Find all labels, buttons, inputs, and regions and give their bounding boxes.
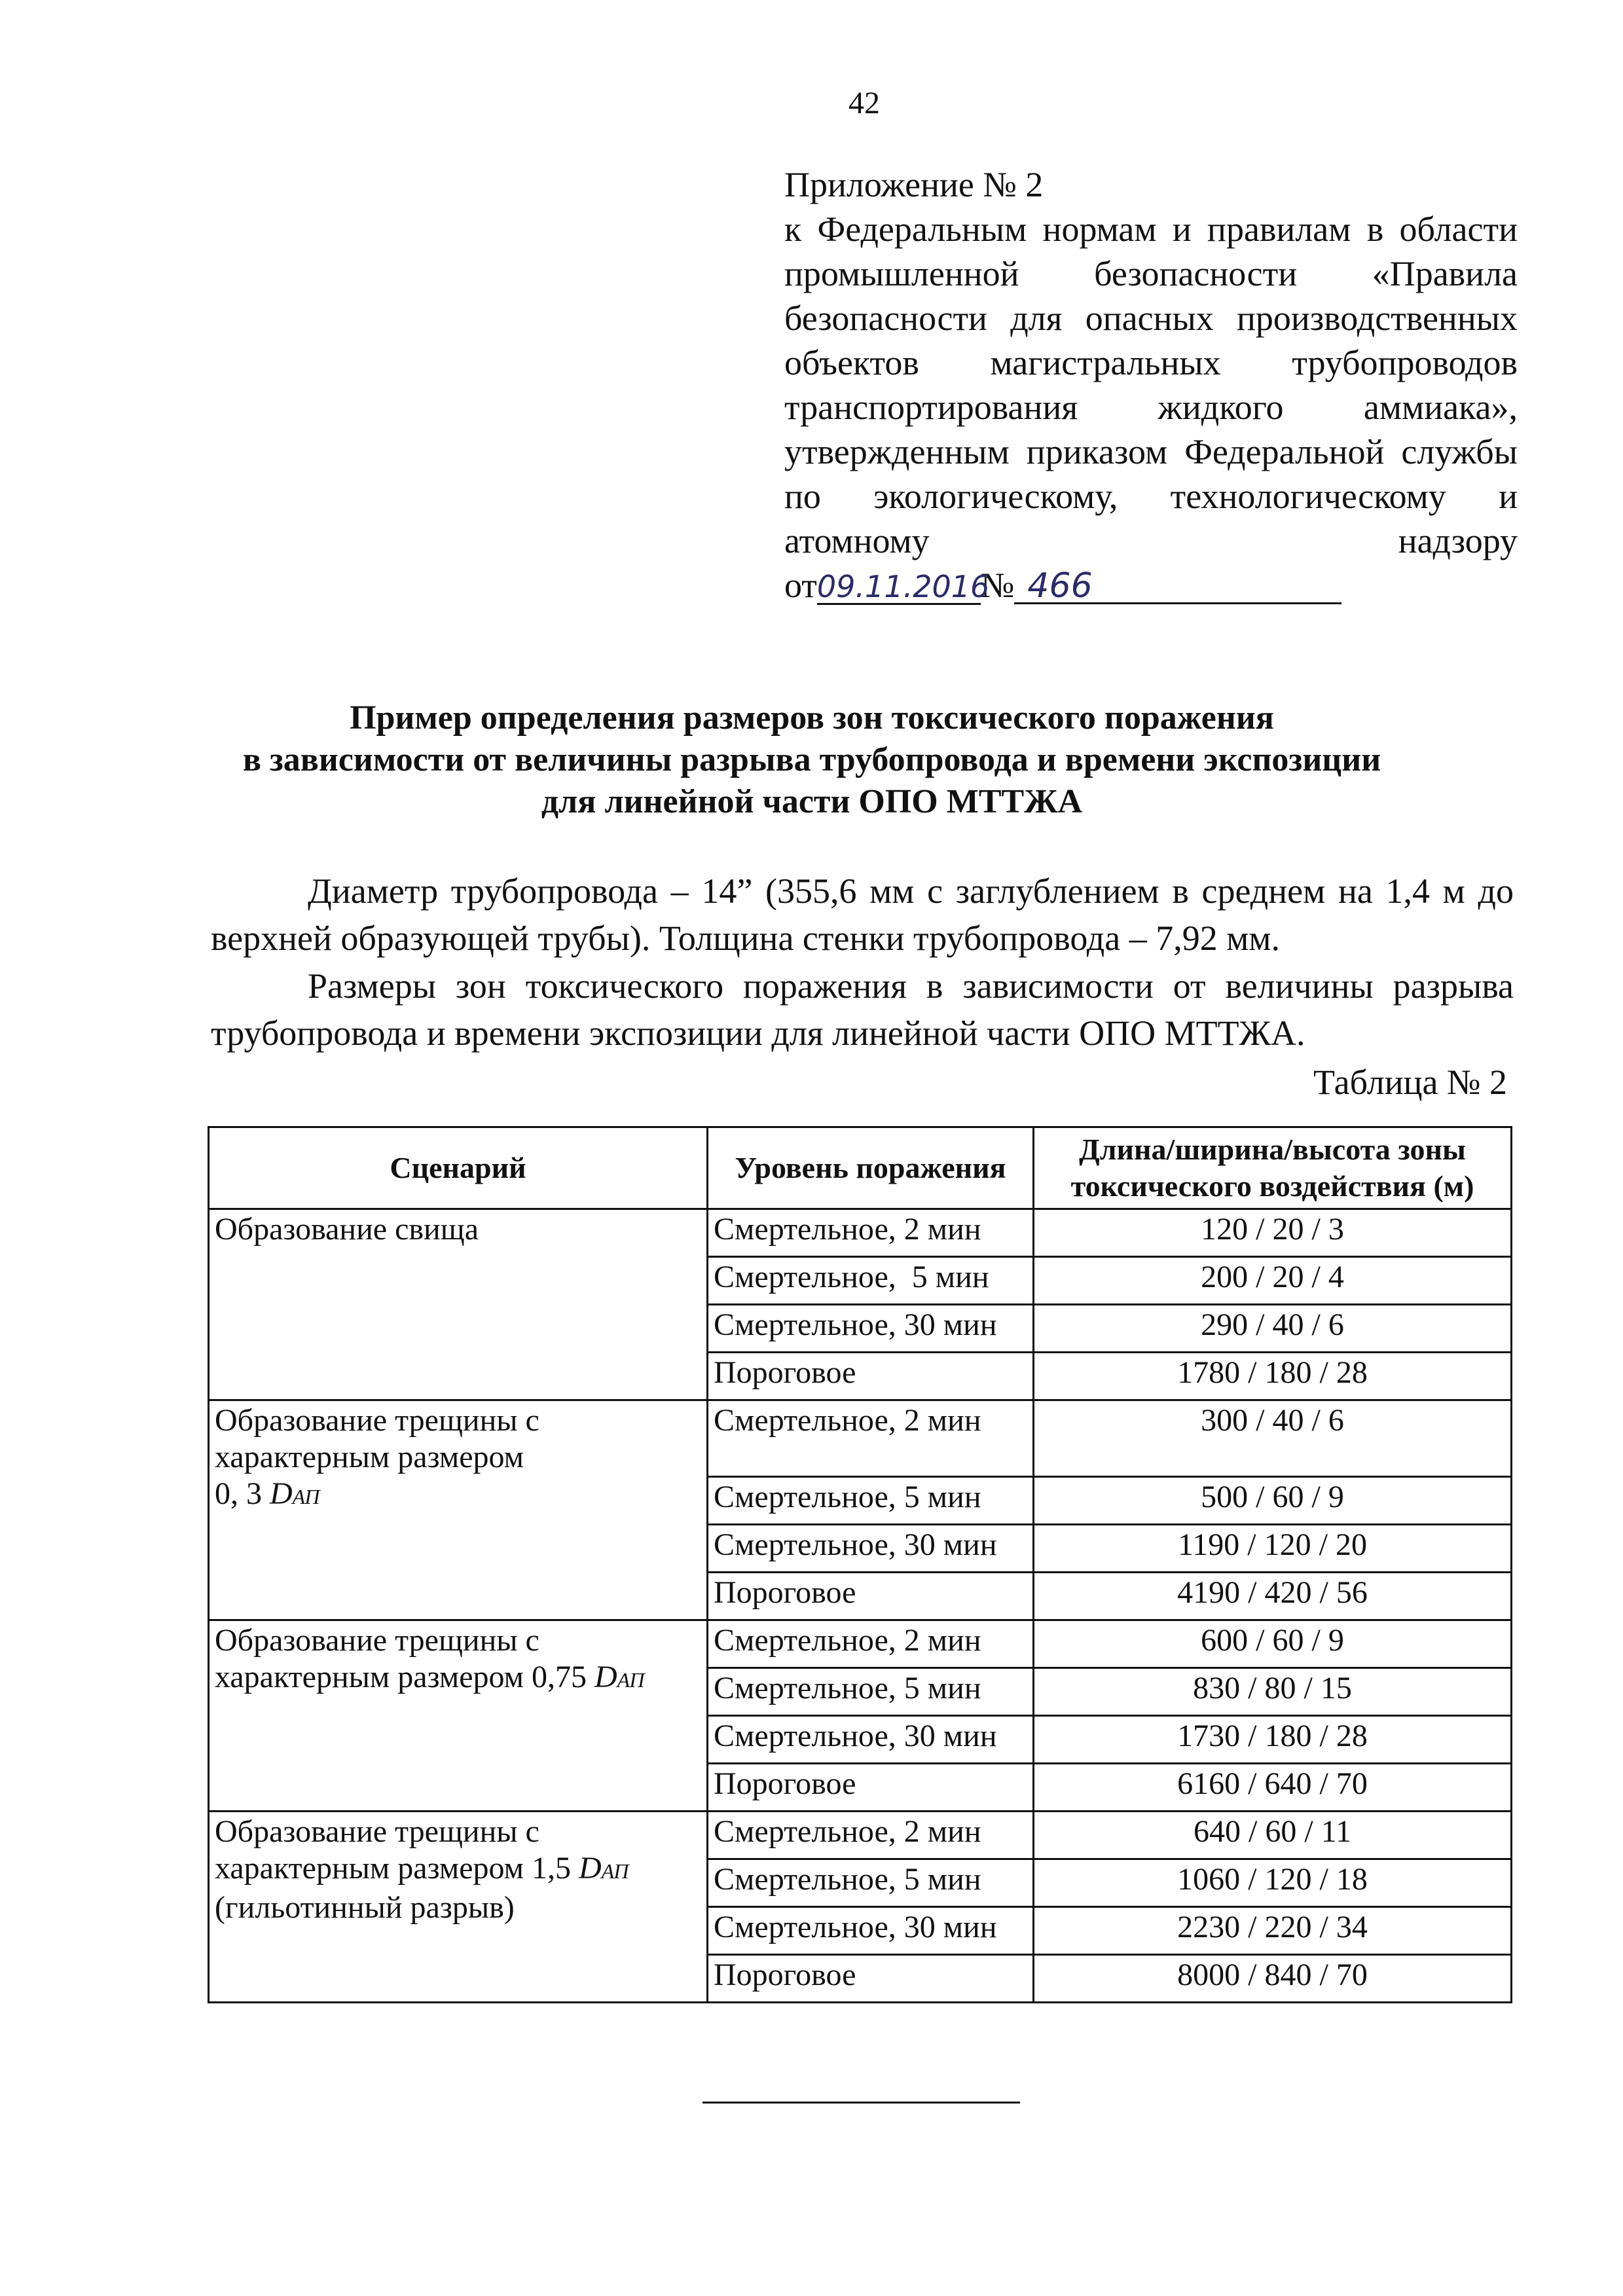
date-label: от <box>784 566 817 605</box>
heading-line-3: для линейной части ОПО МТТЖА <box>541 783 1083 820</box>
level-cell: Пороговое <box>708 1764 1034 1812</box>
level-cell: Смертельное, 5 мин <box>708 1859 1034 1907</box>
level-cell: Смертельное, 30 мин <box>708 1907 1034 1955</box>
scenario-text-line: Образование трещины с <box>215 1623 539 1658</box>
heading-line-2: в зависимости от величины разрыва трубопровода и времени экспозиции <box>242 741 1381 778</box>
approval-signature-line <box>784 563 1518 609</box>
header-zone-dimensions: Длина/ширина/высота зоны токсического воздействия (м) <box>1034 1127 1512 1209</box>
value-cell: 200 / 20 / 4 <box>1034 1257 1512 1305</box>
scenario-cell <box>209 1812 708 2003</box>
value-cell: 1190 / 120 / 20 <box>1034 1525 1512 1573</box>
dap-symbol: D <box>578 1851 602 1886</box>
scenario-text-line: (гильотинный разрыв) <box>215 1890 515 1925</box>
appendix-title: Приложение № 2 <box>784 165 1044 204</box>
level-cell: Смертельное, 30 мин <box>708 1716 1034 1764</box>
value-cell: 290 / 40 / 6 <box>1034 1305 1512 1353</box>
level-cell: Смертельное, 30 мин <box>708 1305 1034 1353</box>
scenario-text: Образование свища <box>215 1212 479 1247</box>
value-cell: 1060 / 120 / 18 <box>1034 1859 1512 1907</box>
value-cell: 500 / 60 / 9 <box>1034 1477 1512 1525</box>
level-cell: Смертельное, 5 мин <box>708 1668 1034 1716</box>
level-cell: Пороговое <box>708 1955 1034 2003</box>
dap-symbol: D <box>594 1660 617 1694</box>
dap-symbol: D <box>270 1476 293 1511</box>
value-cell: 1780 / 180 / 28 <box>1034 1353 1512 1400</box>
toxic-zone-table <box>208 1126 1512 2003</box>
paragraph-pipe-diameter: Диаметр трубопровода – 14” (355,6 мм с заглублением в среднем на 1,4 м до верхней образующей трубы). Толщина стенки трубопровода – 7,92 мм. <box>211 871 1514 958</box>
dap-subscript: АП <box>617 1668 645 1692</box>
table-row <box>209 1209 1512 1257</box>
scenario-text-line: характерным размером 1,5 <box>215 1851 571 1886</box>
handwritten-order-number: 466 <box>1014 570 1341 604</box>
header-scenario: Сценарий <box>209 1127 708 1209</box>
level-cell: Смертельное, 5 мин <box>708 1477 1034 1525</box>
table-row <box>209 1400 1512 1477</box>
value-cell: 2230 / 220 / 34 <box>1034 1907 1512 1955</box>
document-heading <box>196 697 1427 823</box>
level-cell: Пороговое <box>708 1573 1034 1620</box>
page-number: 42 <box>848 86 880 120</box>
end-divider-line <box>702 2102 1020 2104</box>
table-label: Таблица № 2 <box>1313 1063 1507 1102</box>
level-cell: Смертельное, 30 мин <box>708 1525 1034 1573</box>
scenario-text-line: 0, 3 <box>215 1476 262 1511</box>
level-cell: Смертельное, 2 мин <box>708 1620 1034 1668</box>
scenario-text-line: Образование трещины с <box>215 1814 539 1849</box>
dap-subscript: АП <box>601 1859 629 1883</box>
value-cell: 300 / 40 / 6 <box>1034 1400 1512 1477</box>
value-cell: 1730 / 180 / 28 <box>1034 1716 1512 1764</box>
value-cell: 4190 / 420 / 56 <box>1034 1573 1512 1620</box>
value-cell: 830 / 80 / 15 <box>1034 1668 1512 1716</box>
scenario-text-line: характерным размером 0,75 <box>215 1660 587 1694</box>
number-label: № <box>980 566 1015 605</box>
scenario-text-line: характерным размером <box>215 1440 524 1474</box>
table-header-row <box>209 1127 1512 1209</box>
value-cell: 6160 / 640 / 70 <box>1034 1764 1512 1812</box>
dap-subscript: АП <box>292 1485 320 1508</box>
table-row <box>209 1620 1512 1668</box>
appendix-text: к Федеральным нормам и правилам в области промышленной безопасности «Правила безопасности для опасных производственных объектов магистральных трубопроводов транспортирования жидкого аммиака», утвержденным приказом Федеральной службы по экологическому, технологическому и атомному надзору <box>784 210 1518 560</box>
level-cell: Пороговое <box>708 1353 1034 1400</box>
value-cell: 640 / 60 / 11 <box>1034 1812 1512 1859</box>
level-cell: Смертельное, 2 мин <box>708 1209 1034 1257</box>
header-damage-level: Уровень поражения <box>708 1127 1034 1209</box>
heading-line-1: Пример определения размеров зон токсического поражения <box>350 699 1274 737</box>
paragraph-zone-sizes: Размеры зон токсического поражения в зависимости от величины разрыва трубопровода и времени экспозиции для линейной части ОПО МТТЖА. <box>211 966 1514 1053</box>
table-row <box>209 1812 1512 1859</box>
handwritten-date: 09.11.2016 <box>816 569 990 604</box>
value-cell: 8000 / 840 / 70 <box>1034 1955 1512 2003</box>
scenario-cell <box>209 1400 708 1620</box>
level-cell: Смертельное, 5 мин <box>708 1257 1034 1305</box>
value-cell: 600 / 60 / 9 <box>1034 1620 1512 1668</box>
scenario-cell <box>209 1620 708 1812</box>
value-cell: 120 / 20 / 3 <box>1034 1209 1512 1257</box>
scenario-text-line: Образование трещины с <box>215 1403 539 1438</box>
level-cell: Смертельное, 2 мин <box>708 1400 1034 1477</box>
scenario-cell <box>209 1209 708 1400</box>
appendix-block <box>784 162 1518 609</box>
level-cell: Смертельное, 2 мин <box>708 1812 1034 1859</box>
